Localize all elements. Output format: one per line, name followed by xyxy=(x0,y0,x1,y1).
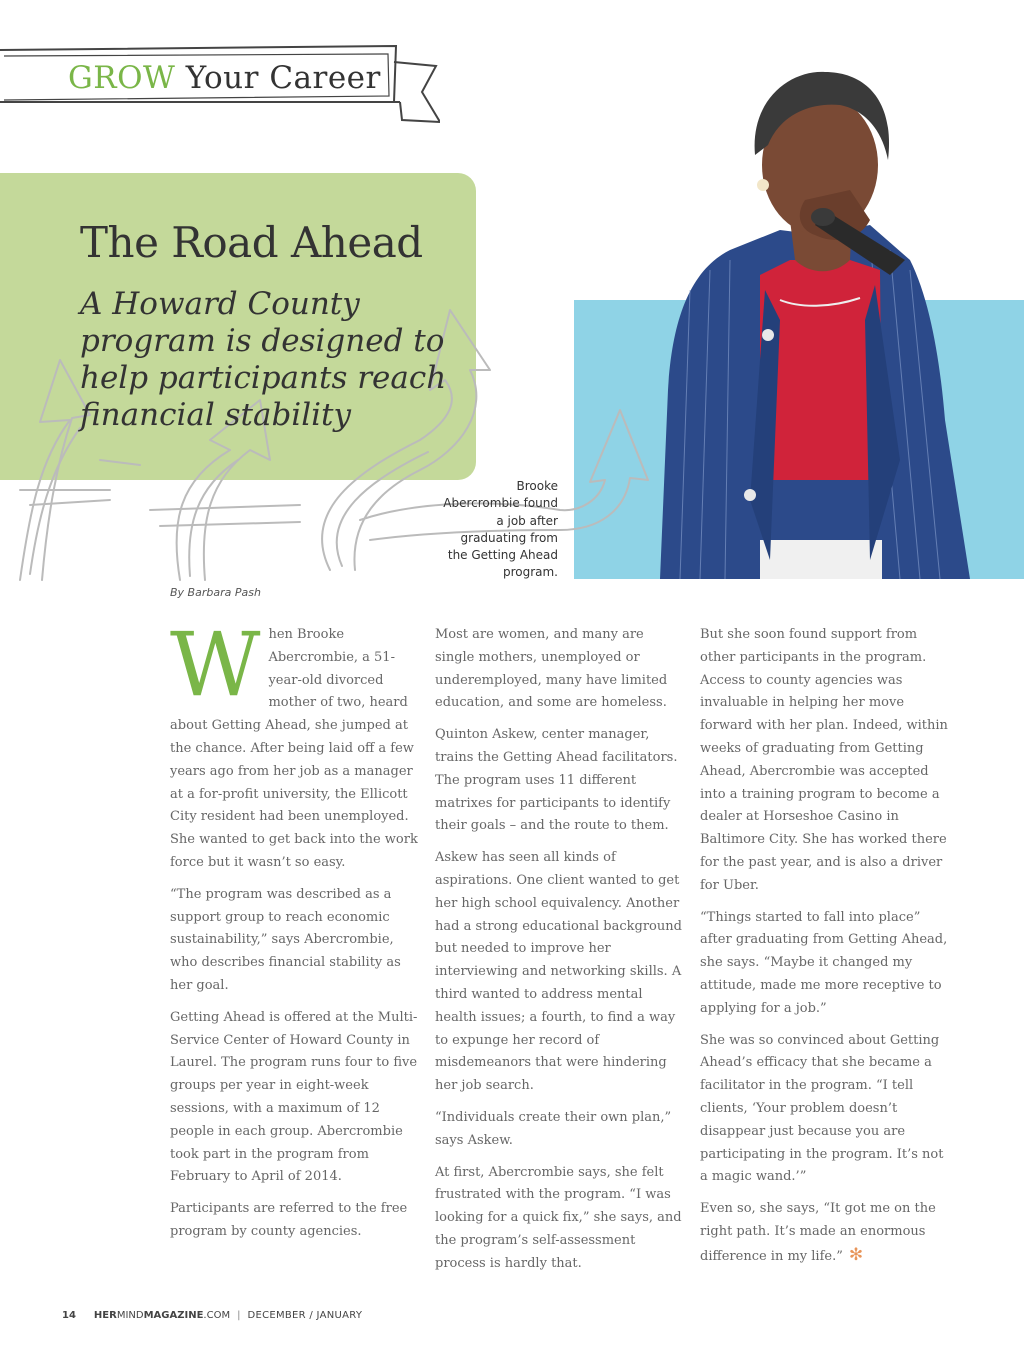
paragraph: But she soon found support from other participants in the program. Access to county agencies was invaluable in helping her move forward with her plan. Indeed, within weeks of graduating from Getting Ahead, Abercrombie was accepted into a training program to become a dealer at Horseshoe Casino in Baltimore City. She has worked there for the past year, and is also a driver for Uber. xyxy=(700,627,948,893)
brand-her: HER xyxy=(93,1310,117,1321)
paragraph: She was so convinced about Getting Ahead’s efficacy that she became a facilitator in the program. “I tell clients, ‘Your problem doesn’t disappear just because you are participating in the program. It’s not a magic wand.’” xyxy=(700,1032,944,1185)
article-column-2 xyxy=(435,624,685,1285)
paragraph: Quinton Askew, center manager, trains the Getting Ahead facilitators. The program uses 11 different matrixes for participants to identify their goals – and the route to them. xyxy=(435,727,678,834)
byline: By Barbara Pash xyxy=(170,586,261,599)
page-footer xyxy=(62,1310,362,1321)
paragraph: Askew has seen all kinds of aspirations. One client wanted to get her high school equivalency. Another had a strong educational background but needed to improve her interviewing and networking skills. A third wanted to address mental health issues; a fourth, to find a way to expunge her record of misdemeanors that were hindering her job search. xyxy=(435,850,682,1094)
section-title xyxy=(68,60,381,96)
article-deck: A Howard County program is designed to help participants reach financial stability xyxy=(80,286,447,433)
issue-date: DECEMBER / JANUARY xyxy=(247,1310,363,1321)
portrait-photo xyxy=(620,60,1024,579)
drop-cap: W xyxy=(170,613,261,716)
photo-caption: Brooke Abercrombie found a job after graduating from the Getting Ahead program. xyxy=(443,479,558,580)
article-column-1 xyxy=(170,613,420,1253)
paragraph: When Brooke Abercrombie, a 51-year-old divorced mother of two, heard about Getting Ahead, she jumped at the chance. After being laid off a few years ago from her job as a manager at a for-profit university, the Ellicott City resident had been unemployed. She wanted to get back into the work force but it wasn’t so easy. xyxy=(170,613,418,870)
paragraph: Most are women, and many are single mothers, unemployed or underemployed, many have limited education, and some are homeless. xyxy=(435,627,668,711)
brand-domain: .COM xyxy=(203,1310,231,1321)
article-column-3 xyxy=(700,624,950,1278)
paragraph: “Individuals create their own plan,” says Askew. xyxy=(435,1109,672,1148)
paragraph: Participants are referred to the free program by county agencies. xyxy=(170,1201,408,1239)
end-mark-icon: ✻ xyxy=(848,1244,864,1265)
brand-mind: MIND xyxy=(116,1310,144,1321)
page-title: The Road Ahead xyxy=(80,218,423,267)
section-title-rest: Your Career xyxy=(175,60,381,96)
paragraph: At first, Abercrombie says, she felt frustrated with the program. “I was looking for a quick fix,” she says, and the program’s self-assessment process is hardly that. xyxy=(435,1164,682,1271)
section-title-highlight: GROW xyxy=(68,60,176,96)
paragraph: “The program was described as a support group to reach economic sustainability,” says Abercrombie, who describes financial stability as her goal. xyxy=(170,886,401,993)
paragraph: Getting Ahead is offered at the Multi-Service Center of Howard County in Laurel. The program runs four to five groups per year in eight-week sessions, with a maximum of 12 people in each group. Abercrombie took part in the program from February to April of 2014. xyxy=(170,1009,418,1185)
paragraph: “Things started to fall into place” after graduating from Getting Ahead, she says. “Maybe it changed my attitude, made me more receptive to applying for a job.” xyxy=(700,909,948,1016)
brand-magazine: MAGAZINE xyxy=(143,1310,204,1321)
paragraph: Even so, she says, “It got me on the right path. It’s made an enormous difference in my life.” ✻ xyxy=(700,1201,936,1265)
footer-separator: | xyxy=(237,1310,241,1321)
page-number: 14 xyxy=(62,1310,76,1321)
